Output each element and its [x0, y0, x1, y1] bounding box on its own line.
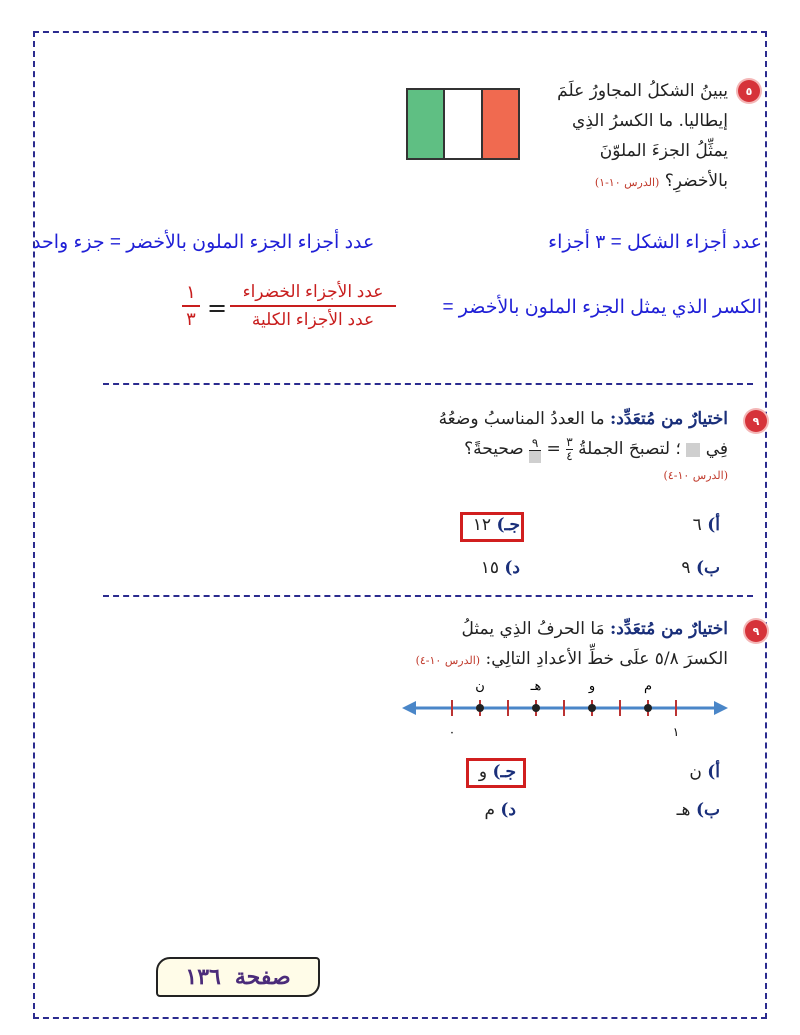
page-number: ١٣٦ [185, 964, 221, 990]
choice-d[interactable]: د) م [484, 800, 516, 820]
fraction-three-quarters: ٣ ٤ [566, 435, 573, 463]
end-label: ١ [672, 725, 680, 739]
correct-answer-highlight [466, 758, 526, 788]
flag-white-part [445, 90, 482, 158]
question-6-line-2: فِي ؛ لتصبحَ الجملةُ ٣ ٤ = ٩ صحيحةً؟ [464, 435, 728, 463]
point-label-h: هـ [530, 679, 542, 694]
flag-green-part [408, 90, 445, 158]
choice-a[interactable]: أ) ٦ [692, 515, 720, 535]
result-numerator: ١ [186, 282, 196, 303]
section-divider [103, 383, 753, 385]
right-arrow-icon [714, 701, 728, 715]
lesson-reference: (الدرس ١٠-١) [594, 176, 660, 189]
blank-box [686, 443, 700, 457]
choice-d[interactable]: د) ١٥ [480, 558, 520, 578]
question-5-line-2: إيطاليا. ما الكسرُ الذِي [572, 111, 728, 131]
equals-sign: = [207, 294, 228, 322]
question-6-text [328, 404, 728, 488]
fraction-bar [230, 305, 396, 307]
italy-flag [406, 88, 520, 160]
fraction-numerator-words: عدد الأجزاء الخضراء [242, 282, 384, 301]
choice-a[interactable]: أ) ن [689, 762, 720, 782]
question-7-line-2: الكسرَ ٥/٨ علَى خطِّ الأعدادِ التالِي: (الدرس ١٠-٤) [415, 649, 728, 669]
point-label-n: ن [475, 679, 485, 694]
page-label: صفحة [234, 964, 291, 990]
fraction-nine-blank: ٩ [529, 437, 541, 463]
choice-b[interactable]: ب) هـ [676, 800, 720, 820]
choice-b[interactable]: ب) ٩ [681, 558, 720, 578]
choice-c[interactable]: جـ) ١٢ [472, 515, 520, 535]
correct-answer-highlight [460, 512, 524, 542]
section-divider [103, 595, 753, 597]
question-number-badge: ٩ [745, 410, 767, 432]
page-number-box [156, 957, 320, 997]
result-denominator: ٣ [186, 309, 196, 330]
point-label-w: و [588, 679, 596, 694]
question-7-text [308, 614, 728, 676]
left-arrow-icon [402, 701, 416, 715]
question-5-line-4: بالأخضرِ؟ (الدرس ١٠-١) [594, 171, 728, 191]
question-5-line-1: يبينُ الشكلُ المجاورُ علَمَ [557, 81, 728, 101]
start-label: ٠ [448, 725, 456, 739]
result-fraction [182, 282, 200, 330]
question-number-badge: ٩ [745, 620, 767, 642]
question-7-line-1: اختيارٌ من مُتعَدِّد: مَا الحرفُ الذِي يمثلُ [461, 619, 728, 639]
answer-total-parts: عدد أجزاء الشكل = ٣ أجزاء [548, 232, 762, 253]
question-5-line-3: يمثِّلُ الجزءَ الملوّنَ [599, 141, 728, 161]
multiple-choice-title: اختيارٌ من مُتعَدِّد: [610, 619, 728, 639]
answer-green-parts: عدد أجزاء الجزء الملون بالأخضر = جزء واحد [32, 232, 375, 253]
lesson-reference: (الدرس ١٠-٤) [663, 469, 728, 482]
fraction-denominator-words: عدد الأجزاء الكلية [251, 310, 375, 329]
flag-red-part [483, 90, 518, 158]
answer-5-line-1 [32, 231, 762, 257]
multiple-choice-title: اختيارٌ من مُتعَدِّد: [610, 409, 728, 429]
lesson-reference: (الدرس ١٠-٤) [415, 654, 481, 667]
result-bar [182, 305, 200, 307]
number-line [400, 668, 730, 748]
question-6-line-1: اختيارٌ من مُتعَدِّد: ما العددُ المناسبُ وضعُهُ [438, 409, 728, 429]
choice-c[interactable]: جـ) و [478, 762, 516, 782]
point-label-m: م [643, 679, 653, 694]
question-number-badge: ٥ [738, 80, 760, 102]
fraction-label: الكسر الذي يمثل الجزء الملون بالأخضر = [442, 297, 762, 318]
fraction-word-form [230, 282, 396, 330]
